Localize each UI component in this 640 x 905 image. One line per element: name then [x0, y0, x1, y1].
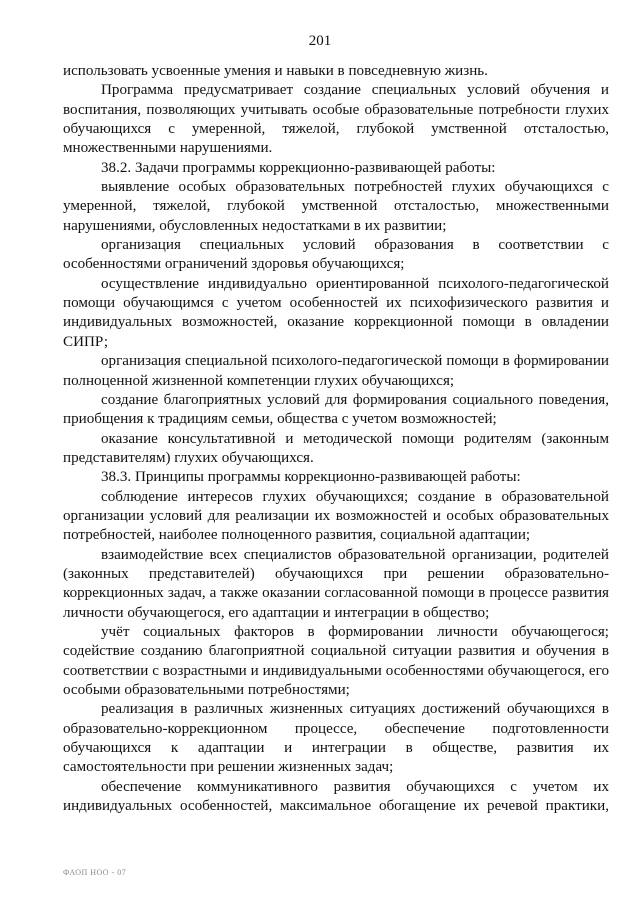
list-item-principle-4: реализация в различных жизненных ситуациях достижений обучающихся в образовательно-коррекционном процессе, обеспечение подготовленности обучающихся к адаптации и интеграции в обществе, развития их самостоятельности при решении жизненных задач;	[63, 701, 609, 776]
list-item-principle-3: учёт социальных факторов в формировании личности обучающегося; содействие созданию благоприятной социальной ситуации развития и обучения в соответствии с возрастными и индивидуальными особенностями обучающегося, его особыми образовательными потребностями;	[63, 623, 609, 698]
document-body	[63, 62, 609, 816]
footer-stamp: ФАОП НОО - 07	[63, 868, 127, 877]
list-item-task-4: организация специальной психолого-педагогической помощи в формировании полноценной жизненной компетенции глухих обучающихся;	[63, 353, 609, 389]
section-heading-38-2: 38.2. Задачи программы коррекционно-развивающей работы:	[101, 159, 496, 176]
list-item-principle-1: соблюдение интересов глухих обучающихся; создание в образовательной организации условий для реализации их возможностей и особых образовательных потребностей, наиболее полноценного развития, социальной адаптации;	[63, 488, 609, 544]
section-heading-38-3: 38.3. Принципы программы коррекционно-развивающей работы:	[101, 469, 521, 486]
list-item-principle-2: взаимодействие всех специалистов образовательной организации, родителей (законных представителей) обучающихся при решении образовательно-коррекционных задач, а также оказании согласованной помощи в процессе развития личности обучающегося, его адаптации и интеграции в общество;	[63, 546, 609, 621]
list-item-task-6: оказание консультативной и методической помощи родителям (законным представителям) глухих обучающихся.	[63, 430, 609, 466]
paragraph-continuation: использовать усвоенные умения и навыки в повседневную жизнь.	[63, 63, 488, 79]
list-item-principle-5: обеспечение коммуникативного развития обучающихся с учетом их индивидуальных особенностей, максимальное обогащение их речевой практики,	[63, 778, 609, 815]
page-number: 201	[308, 33, 332, 49]
paragraph-program-description: Программа предусматривает создание специальных условий обучения и воспитания, позволяющих учитывать особые образовательные потребности глухих обучающихся с умеренной, тяжелой, глубокой умственной отсталостью, множественными нарушениями.	[63, 82, 609, 157]
list-item-task-2: организация специальных условий образования в соответствии с особенностями ограничений здоровья обучающихся;	[63, 237, 609, 273]
list-item-task-3: осуществление индивидуально ориентированной психолого-педагогической помощи обучающимся с учетом особенностей их психофизического развития и индивидуальных возможностей, оказание коррекционной помощи в овладении СИПР;	[63, 275, 609, 350]
list-item-task-5: создание благоприятных условий для формирования социального поведения, приобщения к традициям семьи, общества с учетом возможностей;	[63, 391, 609, 428]
list-item-task-1: выявление особых образовательных потребностей глухих обучающихся с умеренной, тяжелой, глубокой умственной отсталостью, множественными нарушениями, обусловленных недостатками в их развитии;	[63, 179, 609, 234]
